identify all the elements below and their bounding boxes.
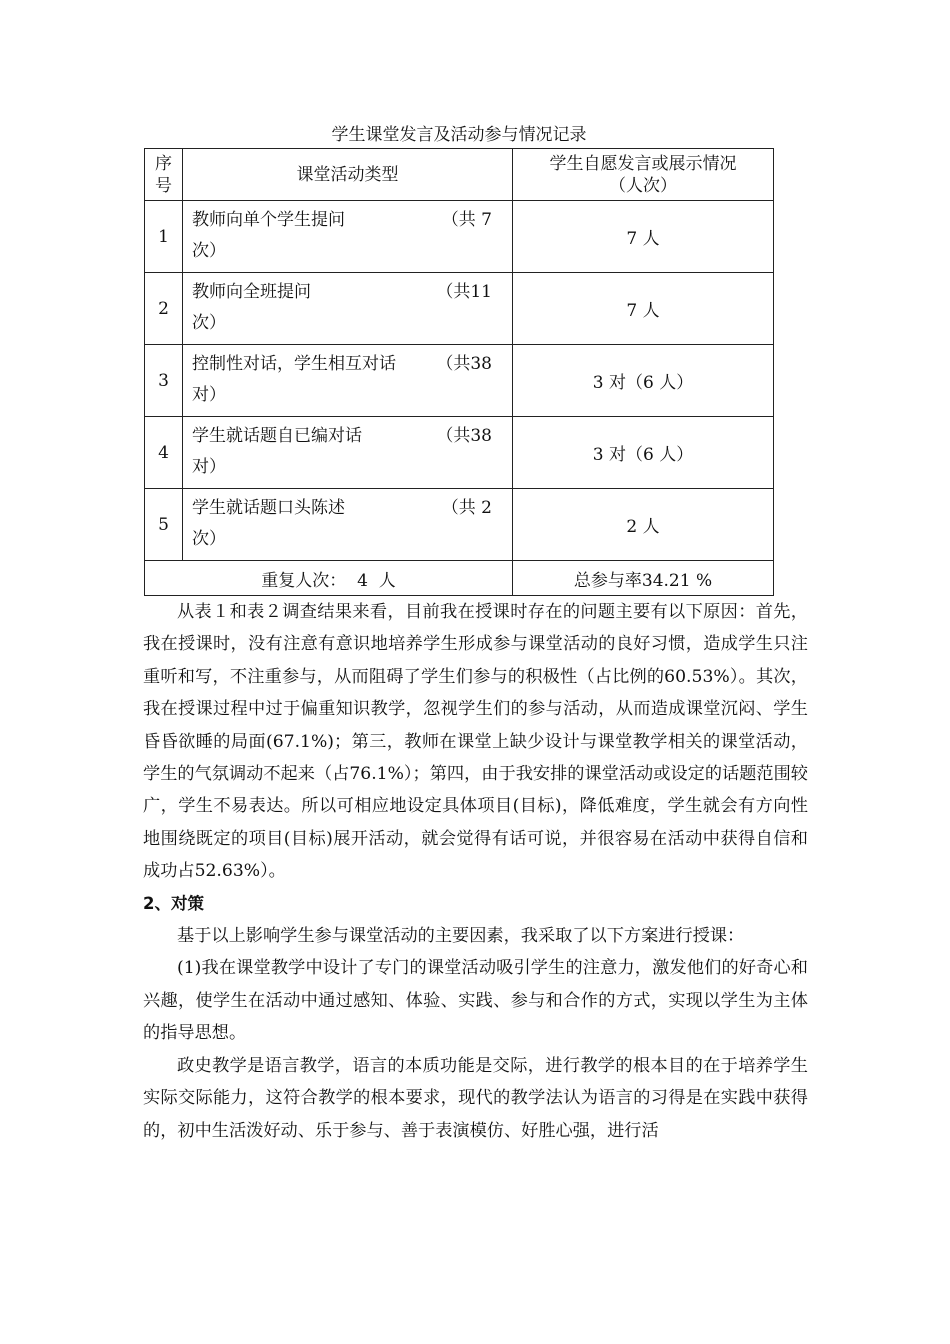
row-num: 2 — [145, 273, 183, 345]
footer-repeat: 重复人次： 4 人 — [145, 561, 513, 596]
row-type: 学生就话题自已编对话 — [192, 426, 362, 446]
row-result: 3 对（6 人） — [513, 417, 774, 489]
row-type-cell — [183, 273, 513, 345]
table-title: 学生课堂发言及活动参与情况记录 — [331, 125, 587, 145]
row-result: 7 人 — [513, 201, 774, 273]
participation-table — [144, 148, 774, 596]
row-unit: 次） — [192, 241, 226, 261]
row-type-cell — [183, 345, 513, 417]
row-unit: 对） — [192, 457, 226, 477]
header-type: 课堂活动类型 — [183, 149, 513, 201]
row-num: 5 — [145, 489, 183, 561]
table-row — [145, 345, 774, 417]
row-type-cell — [183, 417, 513, 489]
table-row — [145, 201, 774, 273]
row-type: 教师向单个学生提问 — [192, 210, 345, 230]
header-num: 序号 — [145, 149, 183, 201]
row-count: （共 7 — [441, 210, 492, 230]
table-footer-row — [145, 561, 774, 596]
row-result: 2 人 — [513, 489, 774, 561]
row-result: 7 人 — [513, 273, 774, 345]
table-header-row — [145, 149, 774, 201]
row-num: 3 — [145, 345, 183, 417]
paragraph: 基于以上影响学生参与课堂活动的主要因素，我采取了以下方案进行授课： — [177, 926, 745, 947]
row-type: 控制性对话，学生相互对话 — [192, 354, 396, 374]
table-row — [145, 417, 774, 489]
row-count: （共 2 — [441, 498, 492, 518]
table-row — [145, 489, 774, 561]
row-unit: 次） — [192, 529, 226, 549]
row-type: 教师向全班提问 — [192, 282, 311, 302]
row-unit: 次） — [192, 313, 226, 333]
paragraph: (1)我在课堂教学中设计了专门的课堂活动吸引学生的注意力，激发他们的好奇心和兴趣，使学生在活动中通过感知、体验、实践、参与和合作的方式，实现以学生为主体的指导思想。 — [143, 958, 808, 1044]
row-count: （共38 — [436, 426, 492, 446]
row-count: （共11 — [436, 282, 492, 302]
paragraph: 政史教学是语言教学，语言的本质功能是交际，进行教学的根本目的在于培养学生实际交际能力，这符合教学的根本要求，现代的教学法认为语言的习得是在实践中获得的，初中生活泼好动、乐于参与、善于表演模仿、好胜心强，进行活 — [143, 1055, 808, 1141]
row-unit: 对） — [192, 385, 226, 405]
paragraph: 从表１和表２调查结果来看，目前我在授课时存在的问题主要有以下原因：首先，我在授课时，没有注意有意识地培养学生形成参与课堂活动的良好习惯，造成学生只注重听和写，不注重参与，从而阻碍了学生们参与的积极性（占比例的60.53%）。其次，我在授课过程中过于偏重知识教学，忽视学生们的参与活动，从而造成课堂沉闷、学生昏昏欲睡的局面(67.1%)；第三，教师在课堂上缺少设计与课堂教学相关的课堂活动，学生的气氛调动不起来（占76.1%）；第四，由于我安排的课堂活动或设定的话题范围较广，学生不易表达。所以可相应地设定具体项目(目标)，降低难度，学生就会有方向性地围绕既定的项目(目标)展开活动，就会觉得有话可说，并很容易在活动中获得自信和成功占52.63%）。 — [143, 602, 808, 882]
footer-rate: 总参与率34.21 % — [513, 561, 774, 596]
row-num: 4 — [145, 417, 183, 489]
header-result: 学生自愿发言或展示情况（人次） — [513, 149, 774, 201]
row-type-cell — [183, 201, 513, 273]
body-text — [143, 596, 808, 1147]
section-heading: 2、对策 — [143, 893, 204, 913]
row-type-cell — [183, 489, 513, 561]
row-count: （共38 — [436, 354, 492, 374]
row-result: 3 对（6 人） — [513, 345, 774, 417]
row-num: 1 — [145, 201, 183, 273]
table-row — [145, 273, 774, 345]
row-type: 学生就话题口头陈述 — [192, 498, 345, 518]
